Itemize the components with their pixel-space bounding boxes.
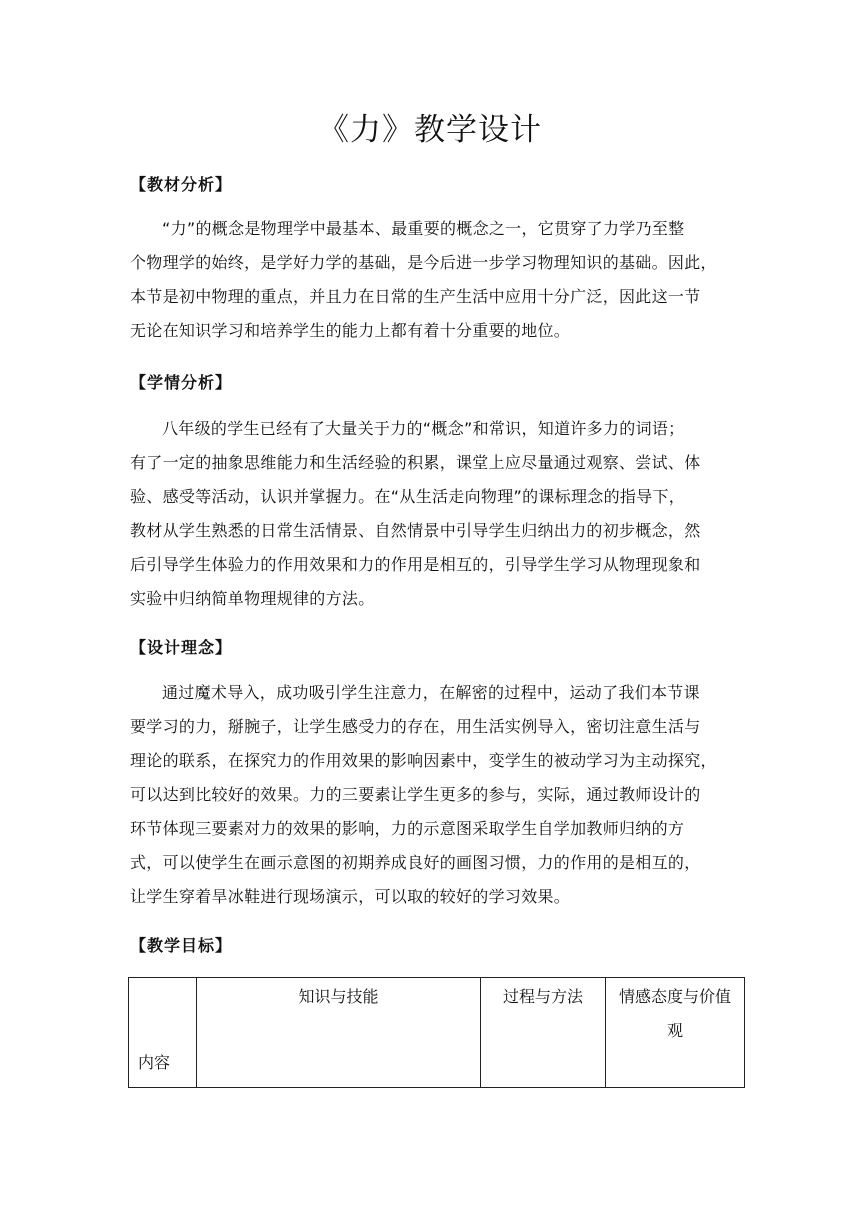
paragraph-line: 理论的联系，在探究力的作用效果的影响因素中，变学生的被动学习为主动探究， [130, 751, 717, 770]
paragraph-line: 有了一定的抽象思维能力和生活经验的积累，课堂上应尽量通过观察、尝试、体 [130, 453, 701, 472]
table-header-emotion-values [606, 978, 745, 1088]
paragraph-line: “力”的概念是物理学中最基本、最重要的概念之一，它贯穿了力学乃至整 [162, 219, 685, 238]
page-title: 《力》教学设计 [318, 112, 542, 148]
paragraph-line: 可以达到比较好的效果。力的三要素让学生更多的参与，实际，通过教师设计的 [130, 785, 701, 804]
column-header: 情感态度与价值观 [618, 987, 731, 1040]
paragraph-line: 个物理学的始终，是学好力学的基础，是今后进一步学习物理知识的基础。因此， [130, 253, 717, 272]
section-heading-design-concept: 【设计理念】 [130, 638, 233, 657]
paragraph-line: 式，可以使学生在画示意图的初期养成良好的画图习惯，力的作用的是相互的， [130, 853, 701, 872]
column-header: 过程与方法 [502, 987, 583, 1006]
paragraph-line: 本节是初中物理的重点，并且力在日常的生产生活中应用十分广泛，因此这一节 [130, 287, 701, 306]
table-header-knowledge-skills [197, 978, 481, 1088]
teaching-goals-table [128, 977, 745, 1088]
column-header: 知识与技能 [298, 987, 379, 1006]
paragraph-line: 后引导学生体验力的作用效果和力的作用是相互的，引导学生学习从物理现象和 [130, 555, 701, 574]
paragraph-line: 无论在知识学习和培养学生的能力上都有着十分重要的地位。 [130, 321, 571, 340]
paragraph-learner-analysis [130, 412, 730, 616]
paragraph-line: 验、感受等活动，认识并掌握力。在“从生活走向物理”的课标理念的指导下， [130, 487, 686, 506]
paragraph-design-concept [130, 676, 730, 914]
paragraph-line: 要学习的力，掰腕子，让学生感受力的存在，用生活实例导入，密切注意生活与 [130, 717, 701, 736]
paragraph-textbook-analysis [130, 212, 730, 348]
table-row [129, 978, 745, 1088]
paragraph-line: 教材从学生熟悉的日常生活情景、自然情景中引导学生归纳出力的初步概念，然 [130, 521, 701, 540]
paragraph-line: 八年级的学生已经有了大量关于力的“概念”和常识，知道许多力的词语； [162, 419, 685, 438]
table-header-process-methods [481, 978, 606, 1088]
paragraph-line: 环节体现三要素对力的效果的影响，力的示意图采取学生自学加教师归纳的方 [130, 819, 685, 838]
paragraph-line: 让学生穿着旱冰鞋进行现场演示，可以取的较好的学习效果。 [130, 887, 571, 906]
table-cell-row-label [129, 978, 197, 1088]
section-heading-learner-analysis: 【学情分析】 [130, 373, 233, 392]
section-heading-teaching-goals: 【教学目标】 [130, 936, 233, 955]
section-heading-textbook-analysis: 【教材分析】 [130, 175, 233, 194]
row-label: 内容 [138, 1053, 171, 1072]
paragraph-line: 实验中归纳简单物理规律的方法。 [130, 589, 375, 608]
paragraph-line: 通过魔术导入，成功吸引学生注意力，在解密的过程中，运动了我们本节课 [162, 683, 700, 702]
